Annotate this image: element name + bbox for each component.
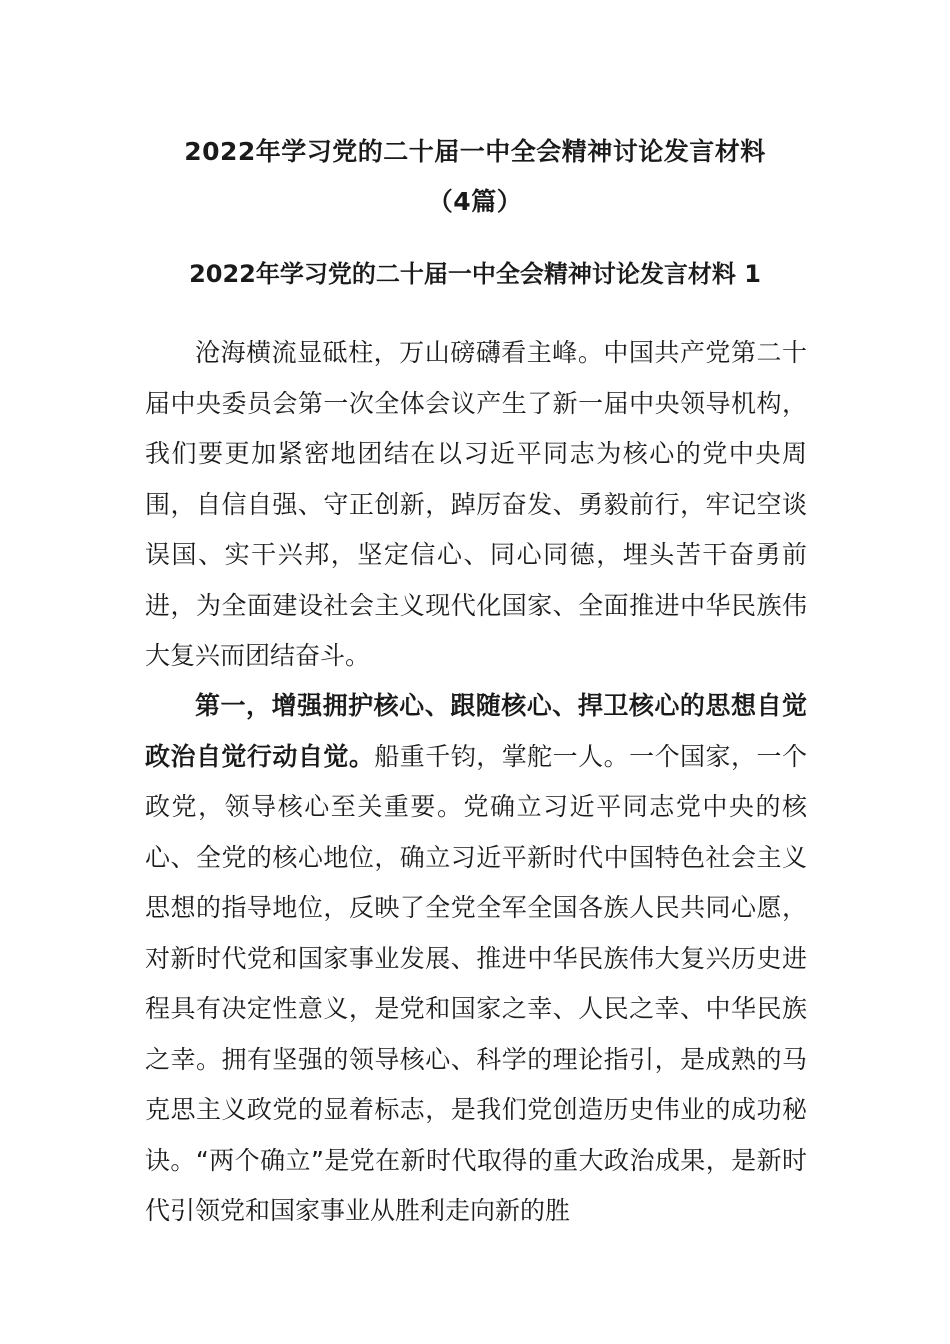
section-title: 2022年学习党的二十届一中全会精神讨论发言材料 1 bbox=[189, 260, 761, 288]
paragraph-text: 沧海横流显砥柱，万山磅礴看主峰。中国共产党第二十届中央委员会第一次全体会议产生了新一届中央领导机构，我们要更加紧密地团结在以习近平同志为核心的党中央周围，自信自强、守正创新，踔厉奋发、勇毅前行，牢记空谈误国、实干兴邦，坚定信心、同心同德，埋头苦干奋勇前进，为全面建设社会主义现代化国家、全面推进中华民族伟大复兴而团结奋斗。 bbox=[145, 338, 807, 670]
paragraph-first-point bbox=[145, 681, 807, 1237]
paragraph-text: 船重千钧，掌舵一人。一个国家，一个政党，领导核心至关重要。党确立习近平同志党中央的核心、全党的核心地位，确立习近平新时代中国特色社会主义思想的指导地位，反映了全党全军全国各族人民共同心愿，对新时代党和国家事业发展、推进中华民族伟大复兴历史进程具有决定性意义，是党和国家之幸、人民之幸、中华民族之幸。拥有坚强的领导核心、科学的理论指引，是成熟的马克思主义政党的显着标志，是我们党创造历史伟业的成功秘诀。“两个确立”是党在新时代取得的重大政治成果，是新时代引领党和国家事业从胜利走向新的胜 bbox=[145, 741, 807, 1225]
paragraph-lead: 第一，增强拥护核心、跟随核心、捍卫核心的思想自觉政治自觉行动自觉。 bbox=[145, 691, 807, 771]
document-title: 2022年学习党的二十届一中全会精神讨论发言材料 bbox=[184, 137, 766, 166]
paragraph-intro bbox=[145, 328, 807, 682]
document-title-count: （4篇） bbox=[427, 187, 523, 216]
